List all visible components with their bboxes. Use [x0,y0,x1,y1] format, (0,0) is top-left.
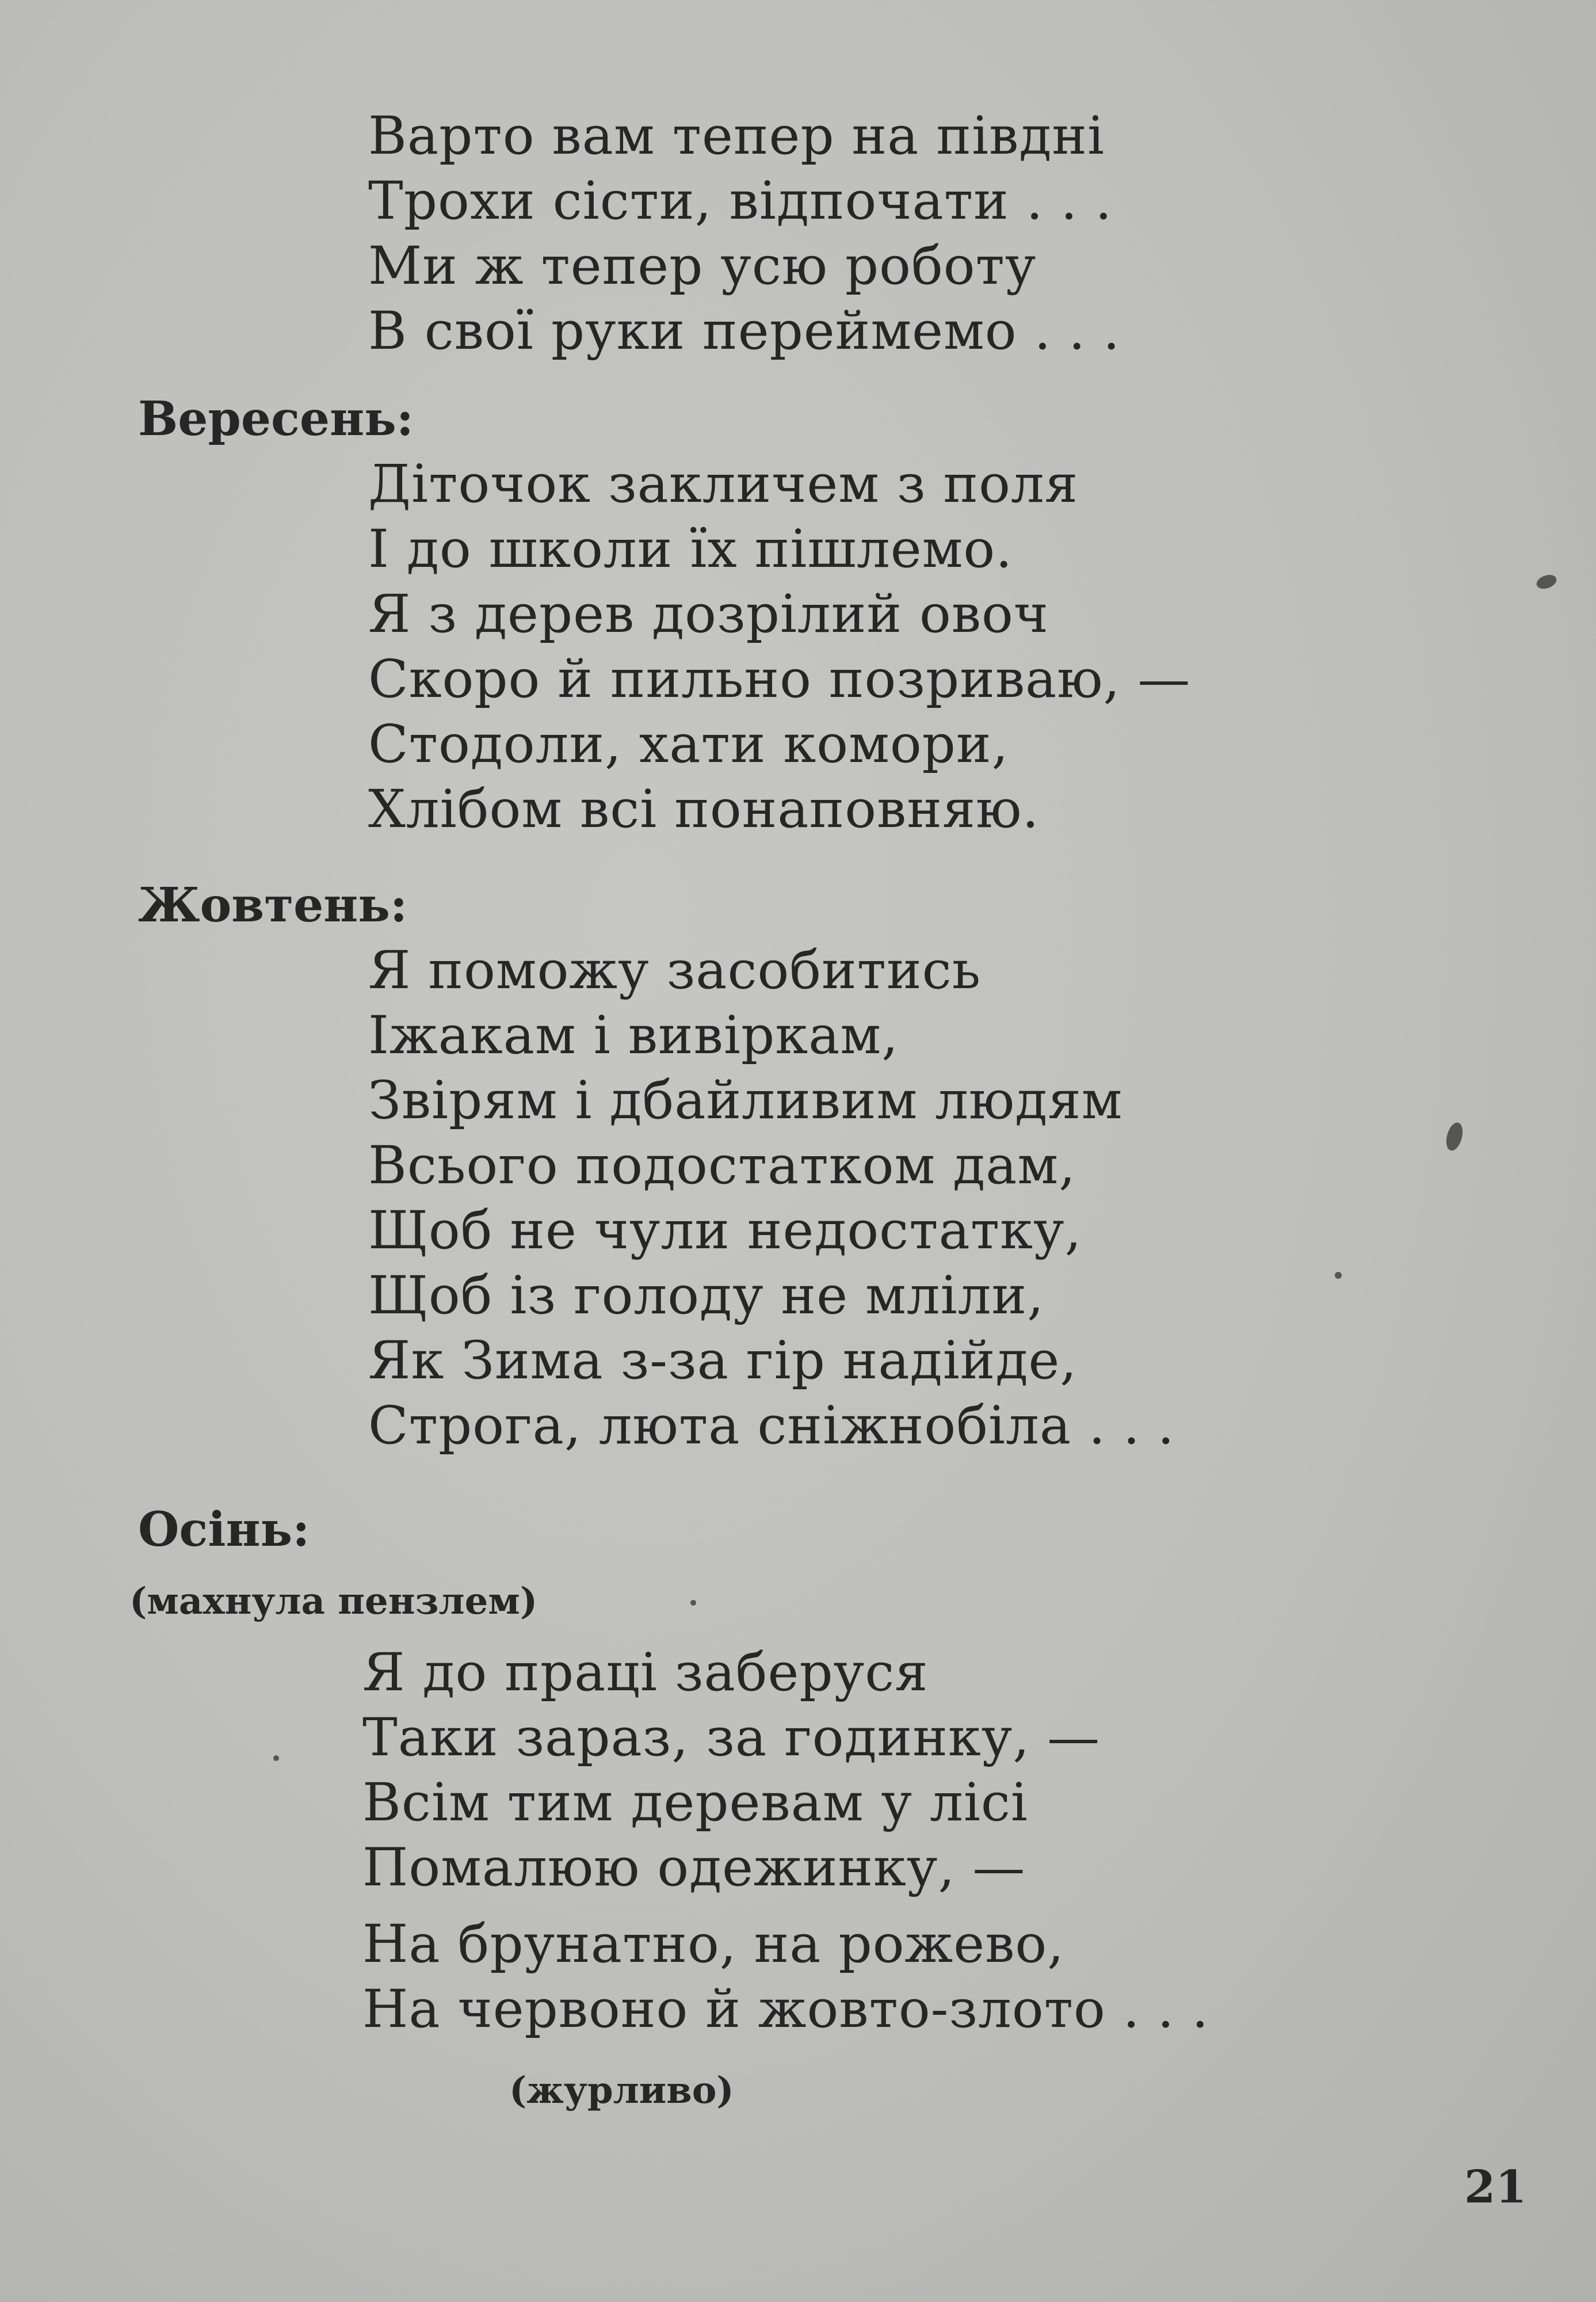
speaker-label-october: Жовтень: [138,878,408,933]
verse-line: В свої руки переймемо . . . [368,301,1121,361]
verse-line: Діточок закличем з поля [368,454,1079,514]
ink-speck [1335,1272,1342,1279]
speaker-label-september: Вересень: [138,391,414,447]
stanza-opening [368,104,1120,364]
verse-line: Всього подостатком дам, [368,1135,1076,1196]
verse-line: Як Зима з-за гір надійде, [368,1331,1078,1391]
speaker-label-autumn: Осінь: [138,1502,310,1557]
verse-line: Щоб не чули недостатку, [368,1200,1082,1261]
verse-line: І до школи їх пішлемо. [368,519,1013,580]
verse-line: Помалюю одежинку, — [362,1838,1026,1898]
verse-line: Строга, люта сніжнобіла . . . [368,1396,1175,1456]
verse-line: Таки зараз, за годинку, — [362,1708,1101,1768]
verse-line: Хлібом всі понаповняю. [368,779,1040,840]
verse-line: Щоб із голоду не мліли, [368,1266,1045,1326]
stage-direction: (махнула пензлем) [129,1580,538,1623]
verse-line: Я поможу засобитись [368,940,982,1001]
ink-speck [273,1755,279,1761]
ink-speck [690,1600,696,1606]
verse-line: Трохи сісти, відпочати . . . [368,171,1113,231]
verse-line: Я до праці заберуся [362,1642,929,1703]
stanza-september [368,452,1190,842]
page-number: 21 [1464,2161,1527,2213]
verse-line: Скоро й пильно позриваю, — [368,649,1191,710]
stanza-october [368,938,1175,1458]
verse-line: На червоно й жовто-злото . . . [362,1979,1209,2040]
verse-line: Звірям і дбайливим людям [368,1070,1123,1131]
verse-line: Варто вам тепер на півдні [368,106,1105,166]
ink-speck [1534,573,1558,592]
verse-line: На брунатно, на рожево, [362,1914,1065,1975]
closing-stage-direction: (журливо) [509,2069,734,2112]
verse-line: Ми ж тепер усю роботу [368,236,1037,296]
verse-line: Я з дерев дозрілий овоч [368,584,1049,645]
verse-line: Стодоли, хати комори, [368,714,1009,775]
verse-line: Всім тим деревам у лісі [362,1773,1028,1833]
ink-speck [1444,1120,1465,1152]
verse-line: Іжакам і вивіркам, [368,1005,899,1066]
stanza-autumn [362,1640,1209,2042]
